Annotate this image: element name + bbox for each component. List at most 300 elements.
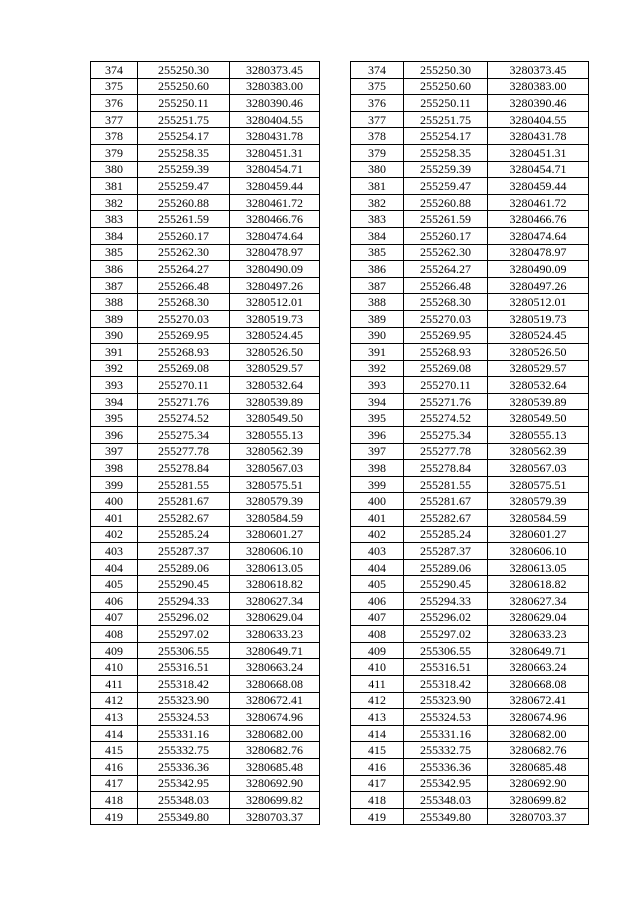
table-row (91, 443, 320, 460)
point-number-cell: 416 (91, 758, 138, 775)
y-coordinate-cell: 3280478.97 (230, 244, 320, 261)
table-row (351, 808, 589, 825)
x-coordinate-cell: 255281.67 (138, 493, 230, 510)
table-row (91, 128, 320, 145)
y-coordinate-cell: 3280579.39 (488, 493, 589, 510)
point-number-cell: 419 (351, 808, 404, 825)
y-coordinate-cell: 3280490.09 (488, 261, 589, 278)
table-row (351, 692, 589, 709)
point-number-cell: 404 (91, 559, 138, 576)
x-coordinate-cell: 255324.53 (404, 709, 488, 726)
y-coordinate-cell: 3280663.24 (230, 659, 320, 676)
x-coordinate-cell: 255281.55 (404, 476, 488, 493)
table-row (91, 626, 320, 643)
y-coordinate-cell: 3280512.01 (488, 294, 589, 311)
table-row (351, 111, 589, 128)
y-coordinate-cell: 3280539.89 (488, 393, 589, 410)
point-number-cell: 393 (91, 377, 138, 394)
table-row (351, 626, 589, 643)
table-row (91, 377, 320, 394)
point-number-cell: 418 (351, 792, 404, 809)
y-coordinate-cell: 3280461.72 (230, 194, 320, 211)
table-row (91, 642, 320, 659)
point-number-cell: 375 (91, 78, 138, 95)
y-coordinate-cell: 3280613.05 (488, 559, 589, 576)
table-row (91, 427, 320, 444)
x-coordinate-cell: 255278.84 (138, 460, 230, 477)
table-row (351, 178, 589, 195)
table-row (91, 194, 320, 211)
x-coordinate-cell: 255323.90 (404, 692, 488, 709)
table-row (351, 277, 589, 294)
table-row (91, 675, 320, 692)
x-coordinate-cell: 255268.30 (138, 294, 230, 311)
y-coordinate-cell: 3280663.24 (488, 659, 589, 676)
x-coordinate-cell: 255270.11 (138, 377, 230, 394)
table-row (91, 775, 320, 792)
y-coordinate-cell: 3280606.10 (230, 543, 320, 560)
x-coordinate-cell: 255260.88 (138, 194, 230, 211)
table-row (91, 659, 320, 676)
table-row (351, 709, 589, 726)
table-row (91, 792, 320, 809)
y-coordinate-cell: 3280633.23 (230, 626, 320, 643)
x-coordinate-cell: 255282.67 (138, 510, 230, 527)
x-coordinate-cell: 255281.55 (138, 476, 230, 493)
x-coordinate-cell: 255278.84 (404, 460, 488, 477)
table-row (91, 261, 320, 278)
table-row (91, 576, 320, 593)
point-number-cell: 374 (351, 62, 404, 79)
point-number-cell: 403 (351, 543, 404, 560)
x-coordinate-cell: 255275.34 (404, 427, 488, 444)
point-number-cell: 392 (351, 360, 404, 377)
x-coordinate-cell: 255259.39 (138, 161, 230, 178)
x-coordinate-cell: 255275.34 (138, 427, 230, 444)
y-coordinate-cell: 3280461.72 (488, 194, 589, 211)
x-coordinate-cell: 255271.76 (138, 393, 230, 410)
y-coordinate-cell: 3280584.59 (230, 510, 320, 527)
point-number-cell: 385 (351, 244, 404, 261)
x-coordinate-cell: 255318.42 (138, 675, 230, 692)
point-number-cell: 412 (91, 692, 138, 709)
point-number-cell: 407 (91, 609, 138, 626)
point-number-cell: 397 (351, 443, 404, 460)
y-coordinate-cell: 3280606.10 (488, 543, 589, 560)
x-coordinate-cell: 255254.17 (404, 128, 488, 145)
x-coordinate-cell: 255296.02 (404, 609, 488, 626)
y-coordinate-cell: 3280575.51 (488, 476, 589, 493)
y-coordinate-cell: 3280539.89 (230, 393, 320, 410)
x-coordinate-cell: 255250.60 (404, 78, 488, 95)
table-row (91, 460, 320, 477)
coordinate-table-body (91, 62, 320, 825)
point-number-cell: 419 (91, 808, 138, 825)
table-row (91, 244, 320, 261)
point-number-cell: 418 (91, 792, 138, 809)
table-row (91, 360, 320, 377)
y-coordinate-cell: 3280555.13 (488, 427, 589, 444)
point-number-cell: 387 (91, 277, 138, 294)
table-row (351, 194, 589, 211)
y-coordinate-cell: 3280451.31 (488, 144, 589, 161)
x-coordinate-cell: 255342.95 (404, 775, 488, 792)
point-number-cell: 377 (91, 111, 138, 128)
y-coordinate-cell: 3280490.09 (230, 261, 320, 278)
table-row (91, 111, 320, 128)
point-number-cell: 414 (351, 725, 404, 742)
x-coordinate-cell: 255250.30 (404, 62, 488, 79)
y-coordinate-cell: 3280685.48 (230, 758, 320, 775)
x-coordinate-cell: 255336.36 (404, 758, 488, 775)
point-number-cell: 410 (91, 659, 138, 676)
table-row (351, 62, 589, 79)
x-coordinate-cell: 255290.45 (404, 576, 488, 593)
table-row (91, 758, 320, 775)
y-coordinate-cell: 3280451.31 (230, 144, 320, 161)
y-coordinate-cell: 3280618.82 (230, 576, 320, 593)
x-coordinate-cell: 255251.75 (138, 111, 230, 128)
x-coordinate-cell: 255342.95 (138, 775, 230, 792)
point-number-cell: 417 (351, 775, 404, 792)
point-number-cell: 389 (91, 310, 138, 327)
y-coordinate-cell: 3280618.82 (488, 576, 589, 593)
point-number-cell: 417 (91, 775, 138, 792)
table-row (91, 144, 320, 161)
x-coordinate-cell: 255332.75 (138, 742, 230, 759)
y-coordinate-cell: 3280478.97 (488, 244, 589, 261)
x-coordinate-cell: 255269.08 (138, 360, 230, 377)
y-coordinate-cell: 3280633.23 (488, 626, 589, 643)
x-coordinate-cell: 255269.95 (138, 327, 230, 344)
table-row (351, 144, 589, 161)
point-number-cell: 409 (91, 642, 138, 659)
table-row (351, 510, 589, 527)
y-coordinate-cell: 3280466.76 (488, 211, 589, 228)
y-coordinate-cell: 3280668.08 (488, 675, 589, 692)
y-coordinate-cell: 3280497.26 (488, 277, 589, 294)
table-row (351, 742, 589, 759)
point-number-cell: 376 (351, 95, 404, 112)
table-row (351, 393, 589, 410)
x-coordinate-cell: 255281.67 (404, 493, 488, 510)
y-coordinate-cell: 3280404.55 (230, 111, 320, 128)
x-coordinate-cell: 255260.17 (138, 227, 230, 244)
table-row (351, 576, 589, 593)
table-row (351, 95, 589, 112)
point-number-cell: 408 (91, 626, 138, 643)
table-row (351, 227, 589, 244)
x-coordinate-cell: 255287.37 (404, 543, 488, 560)
point-number-cell: 378 (351, 128, 404, 145)
x-coordinate-cell: 255297.02 (404, 626, 488, 643)
x-coordinate-cell: 255258.35 (138, 144, 230, 161)
table-row (91, 692, 320, 709)
x-coordinate-cell: 255250.11 (138, 95, 230, 112)
x-coordinate-cell: 255297.02 (138, 626, 230, 643)
point-number-cell: 381 (351, 178, 404, 195)
point-number-cell: 384 (91, 227, 138, 244)
point-number-cell: 396 (351, 427, 404, 444)
y-coordinate-cell: 3280466.76 (230, 211, 320, 228)
table-row (91, 95, 320, 112)
y-coordinate-cell: 3280549.50 (230, 410, 320, 427)
y-coordinate-cell: 3280474.64 (230, 227, 320, 244)
y-coordinate-cell: 3280703.37 (488, 808, 589, 825)
y-coordinate-cell: 3280649.71 (488, 642, 589, 659)
x-coordinate-cell: 255332.75 (404, 742, 488, 759)
y-coordinate-cell: 3280549.50 (488, 410, 589, 427)
y-coordinate-cell: 3280562.39 (488, 443, 589, 460)
y-coordinate-cell: 3280682.00 (230, 725, 320, 742)
table-row (351, 161, 589, 178)
point-number-cell: 406 (91, 593, 138, 610)
y-coordinate-cell: 3280454.71 (230, 161, 320, 178)
y-coordinate-cell: 3280682.76 (488, 742, 589, 759)
table-row (91, 609, 320, 626)
y-coordinate-cell: 3280519.73 (488, 310, 589, 327)
x-coordinate-cell: 255262.30 (404, 244, 488, 261)
table-row (91, 211, 320, 228)
point-number-cell: 390 (351, 327, 404, 344)
x-coordinate-cell: 255269.95 (404, 327, 488, 344)
y-coordinate-cell: 3280529.57 (230, 360, 320, 377)
x-coordinate-cell: 255268.30 (404, 294, 488, 311)
point-number-cell: 388 (351, 294, 404, 311)
x-coordinate-cell: 255289.06 (138, 559, 230, 576)
table-row (91, 543, 320, 560)
table-row (91, 277, 320, 294)
table-row (351, 476, 589, 493)
table-row (91, 593, 320, 610)
point-number-cell: 398 (91, 460, 138, 477)
point-number-cell: 411 (91, 675, 138, 692)
table-row (351, 78, 589, 95)
table-row (351, 211, 589, 228)
coordinate-table-body (351, 62, 589, 825)
x-coordinate-cell: 255331.16 (138, 725, 230, 742)
point-number-cell: 404 (351, 559, 404, 576)
point-number-cell: 395 (351, 410, 404, 427)
table-row (351, 344, 589, 361)
y-coordinate-cell: 3280373.45 (230, 62, 320, 79)
x-coordinate-cell: 255262.30 (138, 244, 230, 261)
y-coordinate-cell: 3280431.78 (488, 128, 589, 145)
y-coordinate-cell: 3280562.39 (230, 443, 320, 460)
point-number-cell: 415 (351, 742, 404, 759)
y-coordinate-cell: 3280555.13 (230, 427, 320, 444)
table-row (91, 161, 320, 178)
x-coordinate-cell: 255269.08 (404, 360, 488, 377)
table-row (351, 543, 589, 560)
point-number-cell: 392 (91, 360, 138, 377)
x-coordinate-cell: 255250.11 (404, 95, 488, 112)
table-row (91, 327, 320, 344)
table-row (351, 526, 589, 543)
x-coordinate-cell: 255285.24 (138, 526, 230, 543)
point-number-cell: 406 (351, 593, 404, 610)
y-coordinate-cell: 3280390.46 (488, 95, 589, 112)
point-number-cell: 398 (351, 460, 404, 477)
y-coordinate-cell: 3280627.34 (488, 593, 589, 610)
y-coordinate-cell: 3280629.04 (230, 609, 320, 626)
point-number-cell: 401 (91, 510, 138, 527)
y-coordinate-cell: 3280674.96 (230, 709, 320, 726)
x-coordinate-cell: 255266.48 (138, 277, 230, 294)
x-coordinate-cell: 255270.11 (404, 377, 488, 394)
y-coordinate-cell: 3280649.71 (230, 642, 320, 659)
x-coordinate-cell: 255274.52 (138, 410, 230, 427)
x-coordinate-cell: 255261.59 (138, 211, 230, 228)
x-coordinate-cell: 255316.51 (404, 659, 488, 676)
x-coordinate-cell: 255324.53 (138, 709, 230, 726)
table-row (351, 460, 589, 477)
point-number-cell: 400 (91, 493, 138, 510)
y-coordinate-cell: 3280699.82 (230, 792, 320, 809)
coordinate-table-right (350, 61, 589, 825)
table-row (351, 642, 589, 659)
point-number-cell: 379 (351, 144, 404, 161)
point-number-cell: 400 (351, 493, 404, 510)
x-coordinate-cell: 255254.17 (138, 128, 230, 145)
y-coordinate-cell: 3280567.03 (230, 460, 320, 477)
y-coordinate-cell: 3280474.64 (488, 227, 589, 244)
table-row (91, 725, 320, 742)
point-number-cell: 382 (91, 194, 138, 211)
x-coordinate-cell: 255260.88 (404, 194, 488, 211)
x-coordinate-cell: 255348.03 (404, 792, 488, 809)
x-coordinate-cell: 255258.35 (404, 144, 488, 161)
table-row (91, 526, 320, 543)
table-row (91, 178, 320, 195)
y-coordinate-cell: 3280668.08 (230, 675, 320, 692)
table-row (351, 377, 589, 394)
point-number-cell: 401 (351, 510, 404, 527)
x-coordinate-cell: 255264.27 (138, 261, 230, 278)
y-coordinate-cell: 3280459.44 (488, 178, 589, 195)
x-coordinate-cell: 255277.78 (138, 443, 230, 460)
x-coordinate-cell: 255289.06 (404, 559, 488, 576)
x-coordinate-cell: 255270.03 (138, 310, 230, 327)
point-number-cell: 395 (91, 410, 138, 427)
point-number-cell: 405 (91, 576, 138, 593)
point-number-cell: 380 (91, 161, 138, 178)
table-row (351, 128, 589, 145)
point-number-cell: 413 (91, 709, 138, 726)
point-number-cell: 397 (91, 443, 138, 460)
point-number-cell: 383 (351, 211, 404, 228)
y-coordinate-cell: 3280703.37 (230, 808, 320, 825)
y-coordinate-cell: 3280383.00 (488, 78, 589, 95)
table-row (91, 808, 320, 825)
point-number-cell: 411 (351, 675, 404, 692)
point-number-cell: 413 (351, 709, 404, 726)
x-coordinate-cell: 255348.03 (138, 792, 230, 809)
table-row (351, 244, 589, 261)
point-number-cell: 399 (351, 476, 404, 493)
x-coordinate-cell: 255306.55 (404, 642, 488, 659)
y-coordinate-cell: 3280699.82 (488, 792, 589, 809)
point-number-cell: 386 (91, 261, 138, 278)
table-row (91, 742, 320, 759)
table-row (91, 294, 320, 311)
x-coordinate-cell: 255318.42 (404, 675, 488, 692)
y-coordinate-cell: 3280404.55 (488, 111, 589, 128)
x-coordinate-cell: 255277.78 (404, 443, 488, 460)
table-row (91, 476, 320, 493)
point-number-cell: 408 (351, 626, 404, 643)
table-row (91, 510, 320, 527)
point-number-cell: 380 (351, 161, 404, 178)
coordinate-table-left (90, 61, 320, 825)
point-number-cell: 396 (91, 427, 138, 444)
table-row (91, 344, 320, 361)
y-coordinate-cell: 3280526.50 (230, 344, 320, 361)
point-number-cell: 379 (91, 144, 138, 161)
point-number-cell: 399 (91, 476, 138, 493)
point-number-cell: 412 (351, 692, 404, 709)
x-coordinate-cell: 255294.33 (138, 593, 230, 610)
table-row (351, 609, 589, 626)
point-number-cell: 383 (91, 211, 138, 228)
x-coordinate-cell: 255323.90 (138, 692, 230, 709)
point-number-cell: 385 (91, 244, 138, 261)
x-coordinate-cell: 255336.36 (138, 758, 230, 775)
point-number-cell: 375 (351, 78, 404, 95)
y-coordinate-cell: 3280431.78 (230, 128, 320, 145)
table-row (91, 62, 320, 79)
point-number-cell: 402 (91, 526, 138, 543)
y-coordinate-cell: 3280682.76 (230, 742, 320, 759)
table-row (351, 427, 589, 444)
y-coordinate-cell: 3280390.46 (230, 95, 320, 112)
y-coordinate-cell: 3280627.34 (230, 593, 320, 610)
x-coordinate-cell: 255260.17 (404, 227, 488, 244)
point-number-cell: 389 (351, 310, 404, 327)
y-coordinate-cell: 3280692.90 (230, 775, 320, 792)
y-coordinate-cell: 3280601.27 (488, 526, 589, 543)
y-coordinate-cell: 3280672.41 (488, 692, 589, 709)
x-coordinate-cell: 255331.16 (404, 725, 488, 742)
y-coordinate-cell: 3280529.57 (488, 360, 589, 377)
table-row (351, 725, 589, 742)
y-coordinate-cell: 3280567.03 (488, 460, 589, 477)
y-coordinate-cell: 3280454.71 (488, 161, 589, 178)
point-number-cell: 402 (351, 526, 404, 543)
table-row (91, 310, 320, 327)
x-coordinate-cell: 255259.47 (404, 178, 488, 195)
x-coordinate-cell: 255294.33 (404, 593, 488, 610)
table-row (351, 360, 589, 377)
point-number-cell: 390 (91, 327, 138, 344)
point-number-cell: 384 (351, 227, 404, 244)
x-coordinate-cell: 255271.76 (404, 393, 488, 410)
point-number-cell: 403 (91, 543, 138, 560)
table-row (351, 792, 589, 809)
table-row (351, 593, 589, 610)
point-number-cell: 405 (351, 576, 404, 593)
point-number-cell: 382 (351, 194, 404, 211)
y-coordinate-cell: 3280519.73 (230, 310, 320, 327)
x-coordinate-cell: 255264.27 (404, 261, 488, 278)
point-number-cell: 407 (351, 609, 404, 626)
point-number-cell: 393 (351, 377, 404, 394)
table-row (91, 393, 320, 410)
y-coordinate-cell: 3280682.00 (488, 725, 589, 742)
y-coordinate-cell: 3280575.51 (230, 476, 320, 493)
table-row (91, 709, 320, 726)
y-coordinate-cell: 3280674.96 (488, 709, 589, 726)
